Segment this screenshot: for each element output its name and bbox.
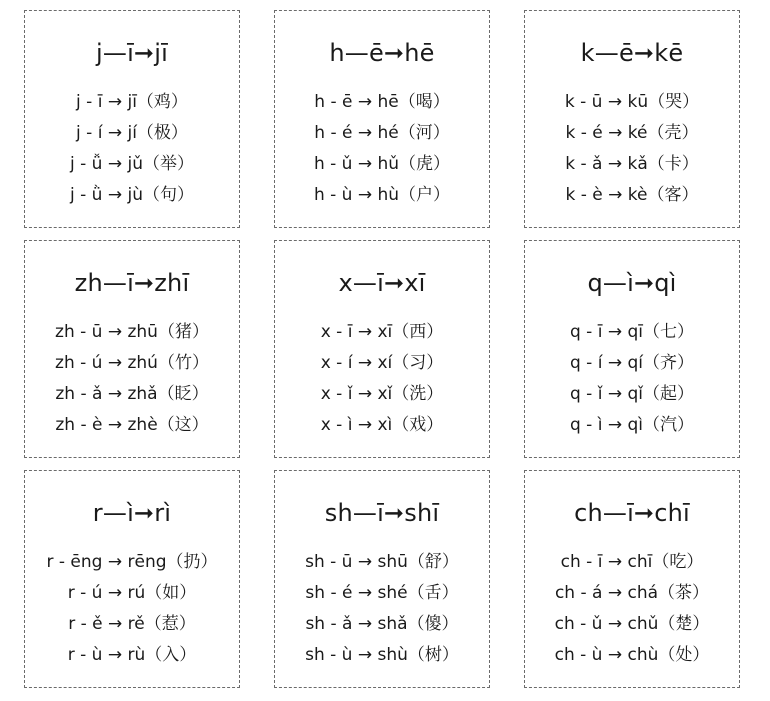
pinyin-card-k [524, 10, 740, 228]
syllable-list [25, 547, 239, 671]
syllable-row: x - ì → xì（戏） [320, 415, 444, 435]
syllable-row: q - ǐ → qǐ（起） [569, 384, 695, 404]
syllable-row: k - é → ké（壳） [565, 123, 699, 143]
syllable-list [275, 87, 489, 211]
syllable-row: x - ǐ → xǐ（洗） [320, 384, 444, 404]
pinyin-card-r [24, 470, 240, 688]
card-title: ch—ī➞chī [574, 499, 690, 527]
syllable-row: r - ēng → rēng（扔） [46, 552, 218, 572]
card-title: zh—ī➞zhī [74, 269, 190, 297]
syllable-row: sh - ù → shù（树） [305, 645, 459, 665]
card-title: h—ē➞hē [329, 39, 435, 67]
syllable-row: q - í → qí（齐） [569, 353, 695, 373]
pinyin-card-x [274, 240, 490, 458]
card-title: r—ì➞rì [92, 499, 172, 527]
syllable-list [25, 317, 239, 441]
syllable-row: h - ù → hù（户） [313, 185, 451, 205]
card-title: q—ì➞qì [587, 269, 677, 297]
card-title: k—ē➞kē [580, 39, 684, 67]
syllable-row: q - ì → qì（汽） [569, 415, 695, 435]
syllable-list [25, 87, 239, 211]
syllable-row: zh - ū → zhū（猪） [55, 322, 209, 342]
syllable-row: ch - ī → chī（吃） [560, 552, 704, 572]
card-title: x—ī➞xī [338, 269, 426, 297]
syllable-list [275, 547, 489, 671]
syllable-row: r - ú → rú（如） [67, 583, 197, 603]
syllable-row: sh - ū → shū（舒） [305, 552, 459, 572]
syllable-row: j - í → jí（极） [76, 123, 188, 143]
syllable-row: k - ǎ → kǎ（卡） [565, 154, 699, 174]
syllable-row: j - ǜ → jù（句） [70, 185, 194, 205]
pinyin-card-zh [24, 240, 240, 458]
syllable-row: ch - ǔ → chǔ（楚） [554, 614, 710, 634]
syllable-row: zh - è → zhè（这） [55, 415, 209, 435]
pinyin-card-h [274, 10, 490, 228]
pinyin-card-q [524, 240, 740, 458]
syllable-row: h - ē → hē（喝） [314, 92, 450, 112]
syllable-row: j - ī → jī（鸡） [76, 92, 188, 112]
card-title: sh—ī➞shī [324, 499, 440, 527]
syllable-list [525, 87, 739, 211]
syllable-row: ch - ù → chù（处） [554, 645, 710, 665]
syllable-list [525, 547, 739, 671]
syllable-row: sh - é → shé（舌） [305, 583, 459, 603]
syllable-row: r - ě → rě（惹） [68, 614, 196, 634]
syllable-list [275, 317, 489, 441]
syllable-row: q - ī → qī（七） [569, 322, 695, 342]
pinyin-card-j [24, 10, 240, 228]
syllable-row: j - ǚ → jǔ（举） [70, 154, 194, 174]
syllable-row: h - é → hé（河） [314, 123, 450, 143]
pinyin-card-ch [524, 470, 740, 688]
card-title: j—ī➞jī [96, 39, 168, 67]
syllable-row: h - ǔ → hǔ（虎） [313, 154, 451, 174]
syllable-row: x - ī → xī（西） [320, 322, 444, 342]
syllable-row: ch - á → chá（茶） [554, 583, 710, 603]
syllable-list [525, 317, 739, 441]
pinyin-card-sh [274, 470, 490, 688]
syllable-row: sh - ǎ → shǎ（傻） [305, 614, 459, 634]
syllable-row: k - ū → kū（哭） [564, 92, 700, 112]
syllable-row: k - è → kè（客） [565, 185, 699, 205]
syllable-row: r - ù → rù（入） [67, 645, 197, 665]
syllable-row: zh - ú → zhú（竹） [55, 353, 209, 373]
syllable-row: zh - ǎ → zhǎ（眨） [55, 384, 209, 404]
syllable-row: x - í → xí（习） [320, 353, 444, 373]
